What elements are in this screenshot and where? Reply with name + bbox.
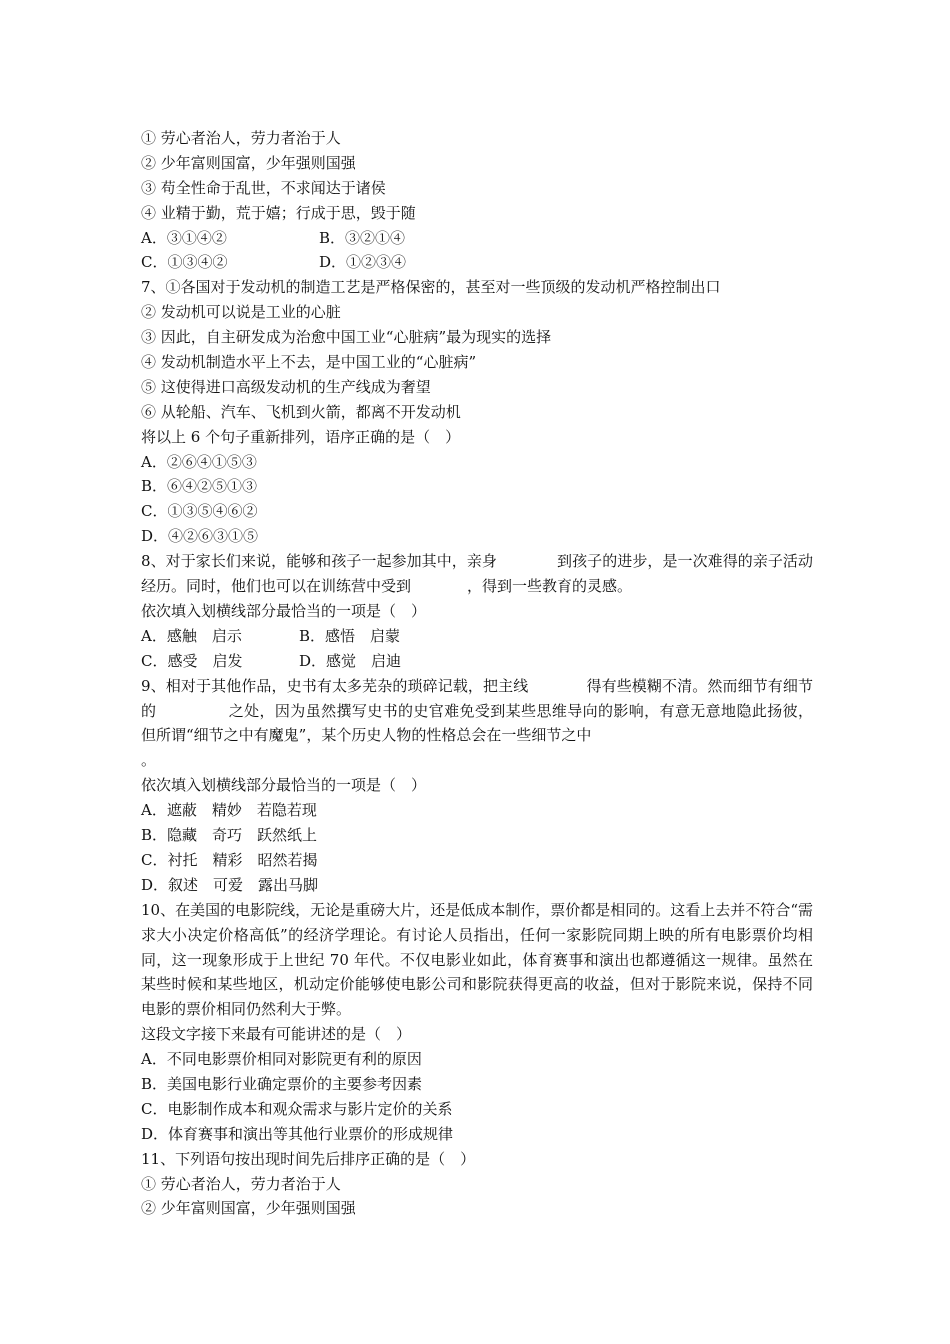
q8-stem: 依次填入划横线部分最恰当的一项是（ ） bbox=[141, 601, 427, 620]
q8-option-c[interactable]: C．感受 启发 bbox=[141, 651, 243, 670]
q8-options-row-1 bbox=[141, 624, 813, 649]
q10-option-c[interactable]: C．电影制作成本和观众需求与影片定价的关系 bbox=[141, 1099, 453, 1118]
q10-passage: 10、在美国的电影院线，无论是重磅大片，还是低成本制作，票价都是相同的。这看上去并不符合“需求大小决定价格高低”的经济学理论。有讨论人员指出，任何一家影院同期上映的所有电影票价均相同，这一现象形成于上世纪 70 年代。不仅电影业如此，体育赛事和演出也都遵循这一规律。虽然在某些时候和某些地区，机动定价能够使电影公司和影院获得更高的收益，但对于影院来说，保持不同电影的票价相同仍然利大于弊。 bbox=[141, 900, 813, 1019]
q8-text-1: 8、对于家长们来说，能够和孩子一起参加其中，亲身 bbox=[141, 552, 497, 571]
q9-text-end: 。 bbox=[141, 751, 157, 770]
q9-option-a[interactable]: A．遮蔽 精妙 若隐若现 bbox=[141, 801, 317, 820]
q10-option-a[interactable]: A．不同电影票价相同对影院更有利的原因 bbox=[141, 1050, 422, 1069]
q10-option-b[interactable]: B．美国电影行业确定票价的主要参考因素 bbox=[141, 1075, 423, 1093]
q10-option-d[interactable]: D．体育赛事和演出等其他行业票价的形成规律 bbox=[141, 1124, 454, 1143]
q9-passage bbox=[141, 674, 813, 749]
page-content bbox=[141, 126, 813, 1221]
q9-text-1: 9、相对于其他作品，史书有太多芜杂的琐碎记载，把主线 bbox=[141, 676, 529, 695]
block1-item-4: ④ 业精于勤，荒于嬉；行成于思，毁于随 bbox=[141, 203, 416, 222]
q7-item-3: ③ 因此，自主研发成为治愈中国工业“心脏病”最为现实的选择 bbox=[141, 328, 552, 347]
block1-item-1: ① 劳心者治人，劳力者治于人 bbox=[141, 129, 341, 147]
q8-option-d[interactable]: D．感觉 启迪 bbox=[299, 651, 402, 670]
q7-item-6: ⑥ 从轮船、汽车、飞机到火箭，都离不开发动机 bbox=[141, 402, 461, 421]
block1-option-b[interactable]: B．③②①④ bbox=[319, 228, 406, 247]
q9-stem: 依次填入划横线部分最恰当的一项是（ ） bbox=[141, 776, 427, 795]
q7-item-5: ⑤ 这使得进口高级发动机的生产线成为奢望 bbox=[141, 377, 431, 396]
q11-item-2: ② 少年富则国富，少年强则国强 bbox=[141, 1199, 356, 1218]
q7-option-d[interactable]: D．④②⑥③①⑤ bbox=[141, 527, 259, 546]
block1-options-row-2 bbox=[141, 250, 813, 275]
q8-text-3: ，得到一些教育的灵感。 bbox=[467, 577, 633, 596]
q9-option-b[interactable]: B．隐藏 奇巧 跃然纸上 bbox=[141, 826, 318, 845]
block1-options-row-1 bbox=[141, 226, 813, 251]
q7-item-4: ④ 发动机制造水平上不去，是中国工业的“心脏病” bbox=[141, 353, 477, 372]
q11-item-1: ① 劳心者治人，劳力者治于人 bbox=[141, 1174, 341, 1193]
q10-stem: 这段文字接下来最有可能讲述的是（ ） bbox=[141, 1025, 412, 1044]
q9-text-2: 得有些模糊不清。然而细节有细节的 bbox=[141, 676, 814, 720]
block1-option-c[interactable]: C．①③④② bbox=[141, 253, 228, 272]
q7-option-a[interactable]: A．②⑥④①⑤③ bbox=[141, 452, 257, 471]
block1-item-3: ③ 苟全性命于乱世，不求闻达于诸侯 bbox=[141, 178, 386, 197]
q7-stem: 将以上 6 个句子重新排列，语序正确的是（ ） bbox=[141, 427, 461, 446]
q7-item-2: ② 发动机可以说是工业的心脏 bbox=[141, 303, 341, 322]
q7-head: 7、①各国对于发动机的制造工艺是严格保密的，甚至对一些顶级的发动机严格控制出口 bbox=[141, 278, 721, 297]
q9-option-d[interactable]: D．叙述 可爱 露出马脚 bbox=[141, 875, 319, 894]
q7-option-c[interactable]: C．①③⑤④⑥② bbox=[141, 502, 258, 521]
q8-text-2: 到孩子的进步，是一次难得的亲子活动经历。同时，他们也可以在训练营中受到 bbox=[141, 552, 813, 596]
block1-option-a[interactable]: A．③①④② bbox=[141, 228, 227, 247]
q7-option-b[interactable]: B．⑥④②⑤①③ bbox=[141, 477, 258, 496]
q8-option-b[interactable]: B．感悟 启蒙 bbox=[299, 626, 401, 645]
q11-head: 11、下列语句按出现时间先后排序正确的是（ ） bbox=[141, 1149, 476, 1168]
block1-item-2: ② 少年富则国富，少年强则国强 bbox=[141, 153, 356, 172]
block1-option-d[interactable]: D．①②③④ bbox=[319, 253, 407, 272]
q9-text-3: 之处，因为虽然撰写史书的史官难免受到某些思维导向的影响，有意无意地隐此扬彼，但所谓“细节之中有魔鬼”，某个历史人物的性格总会在一些细节之中 bbox=[141, 701, 813, 745]
q9-option-c[interactable]: C．衬托 精彩 昭然若揭 bbox=[141, 850, 318, 869]
q8-option-a[interactable]: A．感触 启示 bbox=[141, 626, 242, 645]
q8-options-row-2 bbox=[141, 649, 813, 674]
q8-passage bbox=[141, 549, 813, 599]
